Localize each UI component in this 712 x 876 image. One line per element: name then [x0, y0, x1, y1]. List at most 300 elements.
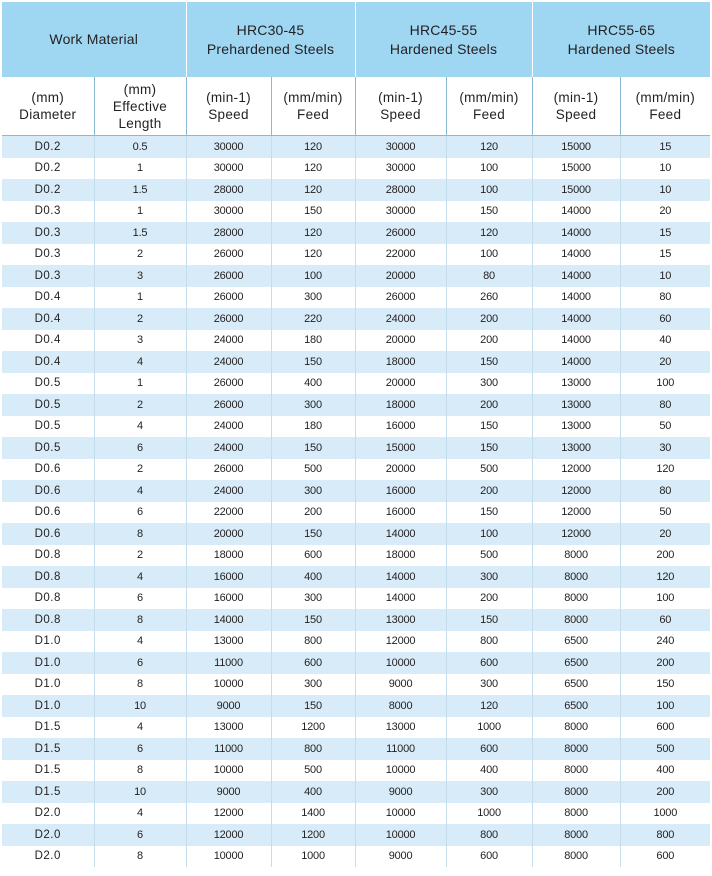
- effective-length-cell: 2: [94, 394, 186, 416]
- feed-label: Feed: [297, 107, 330, 122]
- speed-cell: 20000: [355, 373, 446, 395]
- speed-cell: 18000: [355, 394, 446, 416]
- speed-cell: 13000: [186, 717, 271, 739]
- speed-cell: 26000: [355, 287, 446, 309]
- feed-cell: 150: [271, 609, 355, 631]
- speed-cell: 20000: [186, 523, 271, 545]
- cutting-conditions-table: [2, 2, 710, 867]
- effective-length-cell: 4: [94, 717, 186, 739]
- speed-cell: 8000: [532, 846, 620, 868]
- speed-label: Speed: [208, 107, 249, 122]
- table-row: [2, 136, 710, 158]
- feed-cell: 150: [446, 351, 532, 373]
- diameter-cell: D0.6: [2, 459, 94, 481]
- diameter-cell: D1.0: [2, 695, 94, 717]
- speed-cell: 9000: [186, 695, 271, 717]
- speed-cell: 20000: [355, 459, 446, 481]
- feed-header: [446, 77, 532, 136]
- feed-cell: 80: [446, 265, 532, 287]
- speed-unit: (min-1): [553, 90, 599, 105]
- effective-length-cell: 8: [94, 846, 186, 868]
- speed-cell: 6500: [532, 631, 620, 653]
- table-row: [2, 760, 710, 782]
- speed-cell: 13000: [532, 437, 620, 459]
- feed-cell: 150: [446, 502, 532, 524]
- speed-cell: 14000: [532, 201, 620, 223]
- effective-length-cell: 4: [94, 351, 186, 373]
- speed-cell: 24000: [355, 308, 446, 330]
- table-row: [2, 351, 710, 373]
- feed-cell: 200: [620, 781, 710, 803]
- table-row: [2, 201, 710, 223]
- feed-cell: 120: [271, 222, 355, 244]
- speed-cell: 30000: [186, 158, 271, 180]
- effective-length-cell: 1: [94, 373, 186, 395]
- speed-cell: 16000: [186, 588, 271, 610]
- speed-cell: 8000: [532, 738, 620, 760]
- effective-length-header: [94, 77, 186, 136]
- feed-cell: 120: [446, 222, 532, 244]
- feed-cell: 15: [620, 136, 710, 158]
- speed-cell: 16000: [355, 502, 446, 524]
- speed-cell: 15000: [532, 158, 620, 180]
- feed-cell: 10: [620, 265, 710, 287]
- speed-cell: 14000: [532, 244, 620, 266]
- diameter-cell: D1.5: [2, 738, 94, 760]
- feed-header: [271, 77, 355, 136]
- effective-length-cell: 4: [94, 803, 186, 825]
- diameter-label: Diameter: [19, 107, 77, 122]
- speed-cell: 10000: [355, 760, 446, 782]
- group-hardness: HRC30-45: [236, 21, 305, 38]
- feed-cell: 200: [446, 480, 532, 502]
- feed-cell: 600: [271, 545, 355, 567]
- feed-cell: 260: [446, 287, 532, 309]
- speed-cell: 28000: [186, 179, 271, 201]
- speed-cell: 10000: [186, 674, 271, 696]
- effective-length-cell: 2: [94, 244, 186, 266]
- feed-cell: 120: [271, 179, 355, 201]
- speed-cell: 14000: [355, 566, 446, 588]
- feed-cell: 600: [446, 846, 532, 868]
- table-row: [2, 738, 710, 760]
- effective-length-cell: 2: [94, 308, 186, 330]
- feed-cell: 800: [620, 824, 710, 846]
- feed-cell: 60: [620, 308, 710, 330]
- speed-cell: 8000: [532, 566, 620, 588]
- work-material-label: Work Material: [49, 31, 139, 47]
- speed-cell: 16000: [355, 480, 446, 502]
- feed-unit: (mm/min): [283, 90, 343, 105]
- table-row: [2, 545, 710, 567]
- speed-cell: 20000: [355, 330, 446, 352]
- effective-length-cell: 8: [94, 674, 186, 696]
- table-row: [2, 824, 710, 846]
- feed-cell: 20: [620, 201, 710, 223]
- feed-cell: 40: [620, 330, 710, 352]
- speed-cell: 28000: [355, 179, 446, 201]
- feed-cell: 800: [271, 631, 355, 653]
- feed-unit: (mm/min): [635, 90, 695, 105]
- diameter-header: [2, 77, 94, 136]
- speed-cell: 8000: [532, 717, 620, 739]
- speed-cell: 12000: [186, 824, 271, 846]
- speed-cell: 14000: [532, 287, 620, 309]
- diameter-cell: D0.6: [2, 502, 94, 524]
- effective-length-cell: 0.5: [94, 136, 186, 158]
- feed-cell: 10: [620, 179, 710, 201]
- feed-unit: (mm/min): [459, 90, 519, 105]
- speed-cell: 15000: [532, 136, 620, 158]
- feed-cell: 180: [271, 416, 355, 438]
- effective-length-cell: 1: [94, 287, 186, 309]
- feed-cell: 100: [620, 695, 710, 717]
- speed-cell: 20000: [355, 265, 446, 287]
- feed-cell: 240: [620, 631, 710, 653]
- feed-cell: 15: [620, 222, 710, 244]
- feed-cell: 120: [620, 459, 710, 481]
- speed-cell: 14000: [532, 265, 620, 287]
- feed-cell: 150: [446, 416, 532, 438]
- feed-cell: 30: [620, 437, 710, 459]
- speed-cell: 8000: [532, 781, 620, 803]
- diameter-cell: D0.2: [2, 158, 94, 180]
- feed-cell: 500: [271, 760, 355, 782]
- group-material: Prehardened Steels: [206, 40, 335, 57]
- feed-cell: 1000: [446, 717, 532, 739]
- speed-cell: 28000: [186, 222, 271, 244]
- feed-cell: 80: [620, 394, 710, 416]
- effective-length-cell: 4: [94, 480, 186, 502]
- feed-cell: 1000: [620, 803, 710, 825]
- speed-cell: 30000: [355, 136, 446, 158]
- speed-cell: 9000: [355, 674, 446, 696]
- length-label-line1: Effective: [112, 98, 168, 114]
- speed-cell: 11000: [186, 652, 271, 674]
- feed-cell: 220: [271, 308, 355, 330]
- speed-cell: 24000: [186, 416, 271, 438]
- effective-length-cell: 4: [94, 631, 186, 653]
- group-header-hrc30-45: [186, 2, 355, 77]
- feed-header: [620, 77, 710, 136]
- table-row: [2, 781, 710, 803]
- feed-cell: 100: [620, 373, 710, 395]
- table-row: [2, 222, 710, 244]
- group-header-hrc55-65: [532, 2, 710, 77]
- table-row: [2, 846, 710, 868]
- diameter-cell: D0.5: [2, 394, 94, 416]
- effective-length-cell: 6: [94, 824, 186, 846]
- table-row: [2, 158, 710, 180]
- feed-cell: 100: [446, 523, 532, 545]
- feed-cell: 150: [271, 523, 355, 545]
- table-row: [2, 523, 710, 545]
- diameter-cell: D0.8: [2, 566, 94, 588]
- table-row: [2, 480, 710, 502]
- speed-cell: 8000: [532, 609, 620, 631]
- diameter-cell: D0.5: [2, 437, 94, 459]
- feed-cell: 200: [620, 652, 710, 674]
- effective-length-cell: 2: [94, 459, 186, 481]
- speed-cell: 6500: [532, 652, 620, 674]
- diameter-cell: D0.8: [2, 609, 94, 631]
- speed-cell: 14000: [355, 523, 446, 545]
- feed-cell: 200: [446, 394, 532, 416]
- feed-cell: 120: [271, 244, 355, 266]
- feed-cell: 150: [620, 674, 710, 696]
- feed-cell: 1200: [271, 824, 355, 846]
- diameter-cell: D0.6: [2, 480, 94, 502]
- effective-length-cell: 3: [94, 265, 186, 287]
- table-row: [2, 416, 710, 438]
- speed-cell: 24000: [186, 480, 271, 502]
- speed-cell: 8000: [532, 588, 620, 610]
- table-row: [2, 717, 710, 739]
- speed-cell: 8000: [532, 824, 620, 846]
- table-row: [2, 394, 710, 416]
- speed-cell: 13000: [186, 631, 271, 653]
- diameter-cell: D1.0: [2, 631, 94, 653]
- speed-cell: 26000: [355, 222, 446, 244]
- speed-cell: 10000: [186, 760, 271, 782]
- speed-cell: 11000: [186, 738, 271, 760]
- diameter-cell: D1.0: [2, 652, 94, 674]
- table-row: [2, 803, 710, 825]
- table-row: [2, 459, 710, 481]
- feed-cell: 120: [446, 136, 532, 158]
- table-row: [2, 330, 710, 352]
- speed-cell: 22000: [355, 244, 446, 266]
- table-row: [2, 609, 710, 631]
- diameter-cell: D0.3: [2, 201, 94, 223]
- diameter-cell: D0.5: [2, 416, 94, 438]
- speed-cell: 24000: [186, 351, 271, 373]
- feed-cell: 100: [446, 179, 532, 201]
- feed-cell: 60: [620, 609, 710, 631]
- speed-cell: 16000: [355, 416, 446, 438]
- effective-length-cell: 6: [94, 502, 186, 524]
- group-header-hrc45-55: [355, 2, 532, 77]
- feed-label: Feed: [649, 107, 682, 122]
- speed-cell: 24000: [186, 330, 271, 352]
- speed-cell: 26000: [186, 308, 271, 330]
- feed-cell: 150: [446, 201, 532, 223]
- diameter-cell: D0.2: [2, 179, 94, 201]
- feed-cell: 600: [446, 738, 532, 760]
- effective-length-cell: 2: [94, 545, 186, 567]
- diameter-cell: D0.3: [2, 244, 94, 266]
- diameter-cell: D1.5: [2, 781, 94, 803]
- diameter-cell: D0.8: [2, 588, 94, 610]
- feed-cell: 150: [446, 437, 532, 459]
- feed-cell: 300: [271, 394, 355, 416]
- speed-cell: 26000: [186, 459, 271, 481]
- feed-cell: 100: [446, 244, 532, 266]
- effective-length-cell: 4: [94, 566, 186, 588]
- table-row: [2, 631, 710, 653]
- speed-cell: 18000: [186, 545, 271, 567]
- diameter-cell: D0.3: [2, 222, 94, 244]
- effective-length-cell: 1: [94, 201, 186, 223]
- effective-length-cell: 8: [94, 609, 186, 631]
- feed-cell: 400: [620, 760, 710, 782]
- speed-cell: 8000: [532, 760, 620, 782]
- speed-cell: 8000: [532, 803, 620, 825]
- speed-cell: 18000: [355, 545, 446, 567]
- speed-cell: 12000: [355, 631, 446, 653]
- speed-cell: 14000: [532, 351, 620, 373]
- speed-cell: 10000: [355, 803, 446, 825]
- effective-length-cell: 4: [94, 416, 186, 438]
- speed-label: Speed: [380, 107, 421, 122]
- effective-length-cell: 6: [94, 738, 186, 760]
- speed-cell: 14000: [355, 588, 446, 610]
- speed-cell: 24000: [186, 437, 271, 459]
- speed-cell: 13000: [355, 717, 446, 739]
- speed-cell: 15000: [532, 179, 620, 201]
- speed-unit: (min-1): [378, 90, 423, 105]
- feed-cell: 300: [271, 588, 355, 610]
- effective-length-cell: 1: [94, 158, 186, 180]
- table-row: [2, 566, 710, 588]
- speed-header: [355, 77, 446, 136]
- feed-cell: 400: [271, 781, 355, 803]
- feed-cell: 1000: [271, 846, 355, 868]
- diameter-cell: D0.5: [2, 373, 94, 395]
- feed-cell: 300: [446, 674, 532, 696]
- header-row-columns: [2, 77, 710, 136]
- effective-length-cell: 10: [94, 695, 186, 717]
- feed-label: Feed: [473, 107, 506, 122]
- table-row: [2, 437, 710, 459]
- speed-cell: 10000: [186, 846, 271, 868]
- feed-cell: 800: [271, 738, 355, 760]
- diameter-cell: D1.5: [2, 760, 94, 782]
- table-row: [2, 652, 710, 674]
- effective-length-cell: 8: [94, 523, 186, 545]
- feed-cell: 300: [271, 480, 355, 502]
- speed-label: Speed: [555, 107, 597, 122]
- diameter-cell: D0.4: [2, 308, 94, 330]
- length-unit: (mm): [123, 81, 157, 97]
- feed-cell: 200: [446, 308, 532, 330]
- feed-cell: 300: [446, 566, 532, 588]
- speed-unit: (min-1): [206, 90, 251, 105]
- group-hardness: HRC55-65: [587, 21, 656, 38]
- speed-cell: 15000: [355, 437, 446, 459]
- table-row: [2, 588, 710, 610]
- feed-cell: 150: [446, 609, 532, 631]
- speed-cell: 26000: [186, 394, 271, 416]
- feed-cell: 600: [620, 717, 710, 739]
- feed-cell: 20: [620, 523, 710, 545]
- speed-cell: 14000: [532, 222, 620, 244]
- diameter-cell: D2.0: [2, 824, 94, 846]
- speed-cell: 12000: [532, 480, 620, 502]
- feed-cell: 15: [620, 244, 710, 266]
- diameter-cell: D0.6: [2, 523, 94, 545]
- feed-cell: 400: [271, 566, 355, 588]
- diameter-cell: D0.8: [2, 545, 94, 567]
- feed-cell: 50: [620, 502, 710, 524]
- feed-cell: 120: [271, 158, 355, 180]
- feed-cell: 800: [446, 631, 532, 653]
- speed-cell: 26000: [186, 373, 271, 395]
- diameter-cell: D0.4: [2, 287, 94, 309]
- feed-cell: 200: [446, 330, 532, 352]
- effective-length-cell: 6: [94, 437, 186, 459]
- feed-cell: 300: [271, 674, 355, 696]
- feed-cell: 200: [271, 502, 355, 524]
- feed-cell: 800: [446, 824, 532, 846]
- speed-cell: 30000: [186, 136, 271, 158]
- feed-cell: 180: [271, 330, 355, 352]
- speed-cell: 14000: [186, 609, 271, 631]
- effective-length-cell: 8: [94, 760, 186, 782]
- speed-cell: 12000: [532, 502, 620, 524]
- speed-cell: 12000: [532, 459, 620, 481]
- header-row-materials: [2, 2, 710, 77]
- feed-cell: 100: [620, 588, 710, 610]
- speed-cell: 26000: [186, 244, 271, 266]
- feed-cell: 150: [271, 437, 355, 459]
- feed-cell: 80: [620, 480, 710, 502]
- effective-length-cell: 6: [94, 588, 186, 610]
- feed-cell: 500: [620, 738, 710, 760]
- table-row: [2, 244, 710, 266]
- speed-cell: 13000: [355, 609, 446, 631]
- speed-cell: 26000: [186, 265, 271, 287]
- feed-cell: 80: [620, 287, 710, 309]
- feed-cell: 1200: [271, 717, 355, 739]
- speed-cell: 8000: [355, 695, 446, 717]
- table-row: [2, 265, 710, 287]
- table-row: [2, 695, 710, 717]
- diameter-cell: D1.5: [2, 717, 94, 739]
- feed-cell: 300: [446, 781, 532, 803]
- feed-cell: 500: [446, 545, 532, 567]
- speed-cell: 6500: [532, 695, 620, 717]
- feed-cell: 150: [271, 351, 355, 373]
- speed-cell: 12000: [532, 523, 620, 545]
- feed-cell: 600: [271, 652, 355, 674]
- table-body: [2, 136, 710, 868]
- speed-header: [532, 77, 620, 136]
- feed-cell: 1000: [446, 803, 532, 825]
- diameter-cell: D0.2: [2, 136, 94, 158]
- speed-cell: 11000: [355, 738, 446, 760]
- speed-cell: 9000: [355, 846, 446, 868]
- group-hardness: HRC45-55: [409, 21, 478, 38]
- group-material: Hardened Steels: [389, 40, 498, 57]
- table-row: [2, 308, 710, 330]
- effective-length-cell: 3: [94, 330, 186, 352]
- speed-cell: 8000: [532, 545, 620, 567]
- speed-cell: 18000: [355, 351, 446, 373]
- feed-cell: 100: [446, 158, 532, 180]
- table-row: [2, 373, 710, 395]
- effective-length-cell: 1.5: [94, 222, 186, 244]
- diameter-unit: (mm): [31, 90, 65, 105]
- speed-cell: 14000: [532, 330, 620, 352]
- effective-length-cell: 10: [94, 781, 186, 803]
- speed-cell: 30000: [186, 201, 271, 223]
- feed-cell: 600: [446, 652, 532, 674]
- feed-cell: 150: [271, 201, 355, 223]
- work-material-header: [2, 2, 186, 77]
- speed-cell: 12000: [186, 803, 271, 825]
- effective-length-cell: 6: [94, 652, 186, 674]
